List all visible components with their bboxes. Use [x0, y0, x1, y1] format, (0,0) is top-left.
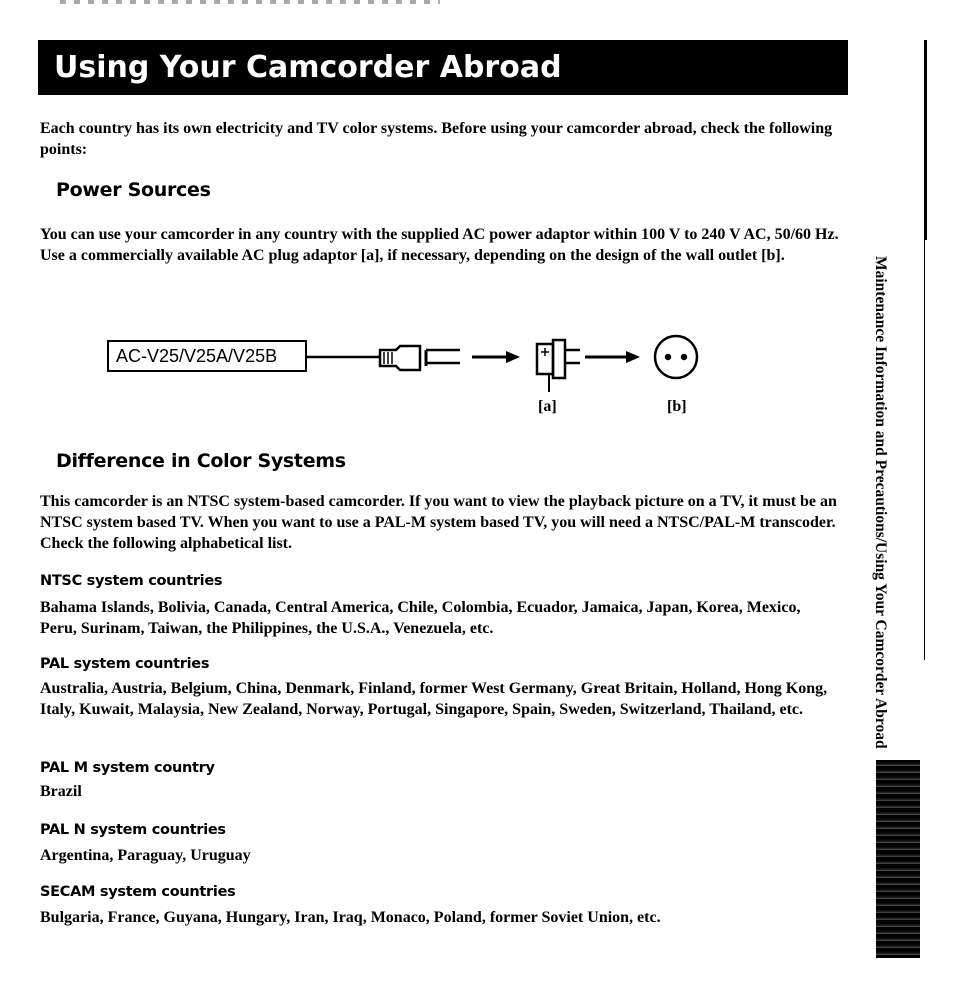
arrow-right-icon	[472, 351, 520, 363]
power-sources-paragraph: You can use your camcorder in any country with the supplied AC power adaptor within 100 V to 240 V AC, 50/60 Hz. Use a commercially available AC plug adaptor [a], if necessary, depending on the design of the wall outlet [b].	[40, 226, 839, 264]
adaptor-label-box: AC-V25/V25A/V25B	[107, 340, 307, 372]
side-rule	[924, 40, 927, 240]
plug-adaptor-icon	[537, 340, 580, 392]
color-systems-paragraph: This camcorder is an NTSC system-based camcorder. If you want to view the playback picture on a TV, it must be an NTSC system based TV. When you want to use a PAL-M system based TV, you will need a NTSC/PAL-M transcoder. Check the following alphabetical list.	[40, 493, 837, 552]
pal-heading: PAL system countries	[40, 656, 210, 672]
pal-country-list: Australia, Austria, Belgium, China, Denmark, Finland, former West Germany, Great Britain, Holland, Hong Kong, Italy, Kuwait, Malaysia, New Zealand, Norway, Portugal, Singapore, Spain, Sweden, Switzerland, Thailand, etc.	[40, 680, 828, 718]
power-sources-heading: Power Sources	[56, 179, 211, 201]
page-title: Using Your Camcorder Abroad	[38, 40, 848, 95]
side-section-tab: Maintenance Information and Precautions/Using Your Camcorder Abroad	[872, 256, 889, 749]
intro-paragraph: Each country has its own electricity and TV color systems. Before using your camcorder abroad, check the following points:	[40, 120, 833, 158]
side-rule-thin	[924, 240, 925, 660]
ntsc-heading: NTSC system countries	[40, 573, 223, 589]
label-a: [a]	[538, 398, 557, 415]
pal-m-heading: PAL M system country	[40, 760, 215, 776]
plug-diagram	[300, 330, 720, 400]
secam-country-list: Bulgaria, France, Guyana, Hungary, Iran, Iraq, Monaco, Poland, former Soviet Union, etc.	[40, 909, 661, 926]
arrow-right-icon	[585, 351, 640, 363]
secam-heading: SECAM system countries	[40, 884, 236, 900]
color-systems-heading: Difference in Color Systems	[56, 450, 346, 472]
pal-n-heading: PAL N system countries	[40, 822, 226, 838]
label-b: [b]	[667, 398, 687, 415]
pal-m-country-list: Brazil	[40, 783, 82, 800]
pal-n-country-list: Argentina, Paraguay, Uruguay	[40, 847, 251, 864]
thumb-index-tab	[876, 760, 920, 958]
ntsc-country-list: Bahama Islands, Bolivia, Canada, Central America, Chile, Colombia, Ecuador, Jamaica, Japan, Korea, Mexico, Peru, Surinam, Taiwan, the Philippines, the U.S.A., Venezuela, etc.	[40, 599, 801, 637]
wall-outlet-icon	[655, 336, 697, 378]
scan-artifact	[60, 0, 440, 4]
ac-plug-icon	[380, 346, 460, 370]
